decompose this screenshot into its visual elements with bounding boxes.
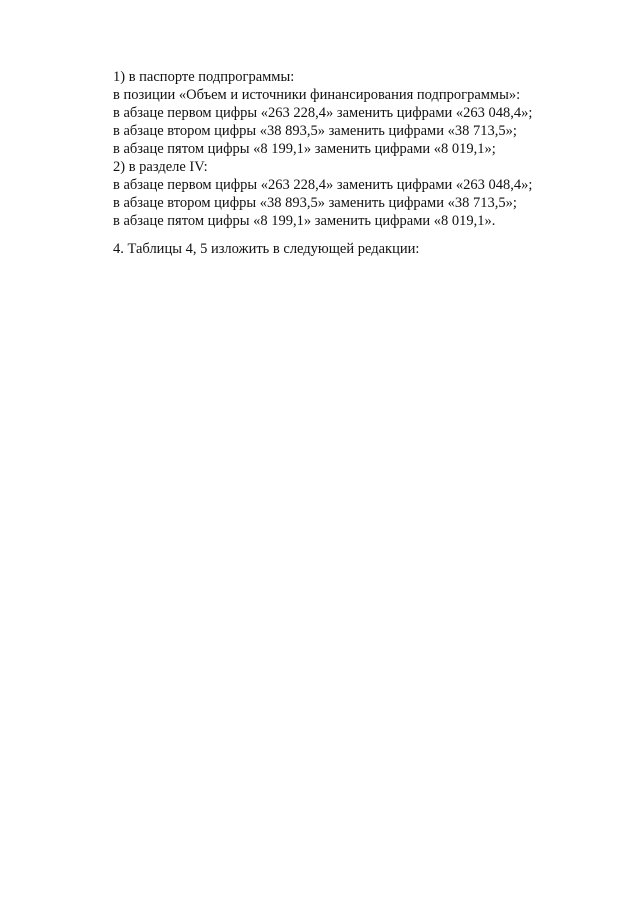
paragraph-position-heading: в позиции «Объем и источники финансирования подпрограммы»:: [113, 87, 521, 103]
paragraph-tables-item-4: 4. Таблицы 4, 5 изложить в следующей редакции:: [113, 241, 420, 257]
amendment-text-block: [113, 68, 613, 230]
paragraph-passport-heading: 1) в паспорте подпрограммы:: [113, 69, 295, 85]
paragraph-section-iv-second: в абзаце втором цифры «38 893,5» заменить цифрами «38 713,5»;: [113, 195, 517, 211]
paragraph-passport-fifth: в абзаце пятом цифры «8 199,1» заменить цифрами «8 019,1»;: [113, 141, 496, 157]
paragraph-section-iv-heading: 2) в разделе IV:: [113, 159, 208, 175]
paragraph-passport-second: в абзаце втором цифры «38 893,5» заменить цифрами «38 713,5»;: [113, 123, 517, 139]
paragraph-section-iv-first: в абзаце первом цифры «263 228,4» заменить цифрами «263 048,4»;: [113, 177, 533, 193]
paragraph-section-iv-fifth: в абзаце пятом цифры «8 199,1» заменить цифрами «8 019,1».: [113, 213, 496, 229]
paragraph-passport-first: в абзаце первом цифры «263 228,4» заменить цифрами «263 048,4»;: [113, 105, 533, 121]
